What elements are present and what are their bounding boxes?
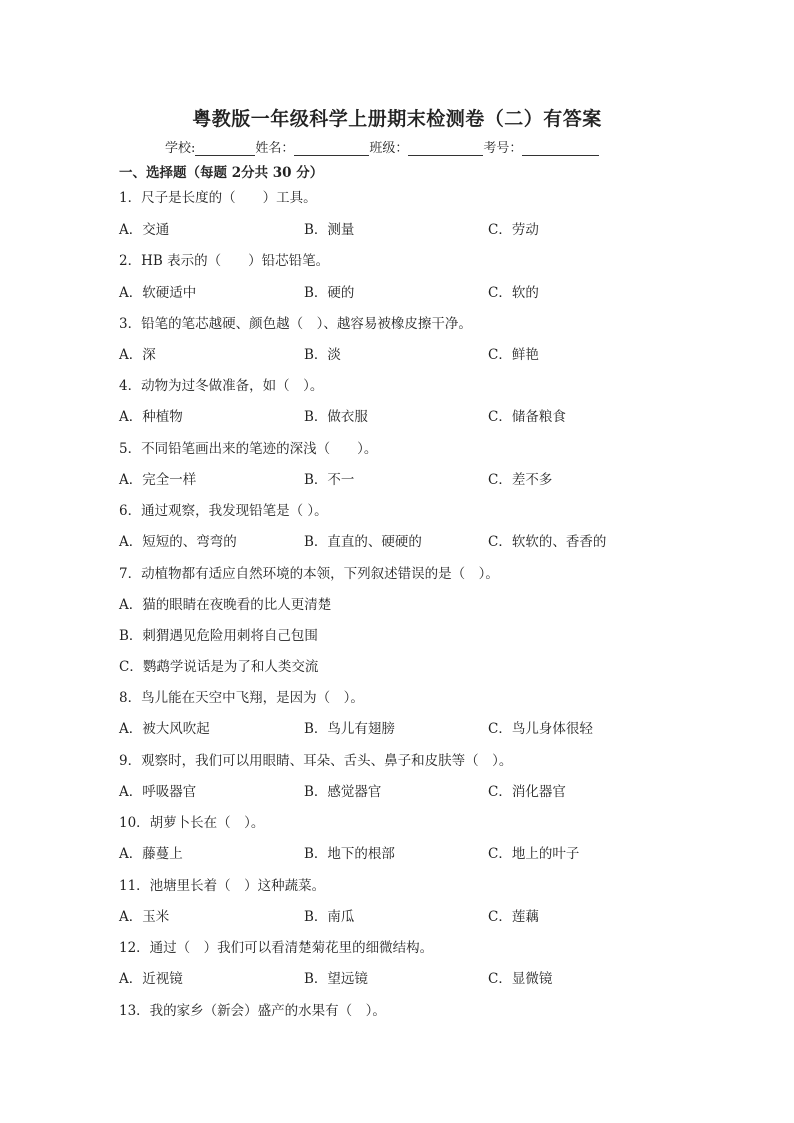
option-2c[interactable]: C．软的 xyxy=(488,285,539,301)
option-9a[interactable]: A．呼吸器官 xyxy=(119,784,197,800)
option-1c[interactable]: C．劳动 xyxy=(488,222,539,238)
option-12c[interactable]: C．显微镜 xyxy=(488,971,553,987)
option-9b[interactable]: B．感觉器官 xyxy=(304,784,382,800)
option-12a[interactable]: A．近视镜 xyxy=(119,971,183,987)
option-7b[interactable]: B．刺猬遇见危险用刺将自己包围 xyxy=(119,628,318,644)
option-5b[interactable]: B．不一 xyxy=(304,472,355,488)
school-label: 学校: xyxy=(165,141,196,156)
option-11a[interactable]: A．玉米 xyxy=(119,909,170,925)
name-blank[interactable] xyxy=(294,141,369,156)
option-11b[interactable]: B．南瓜 xyxy=(304,909,355,925)
option-7a[interactable]: A．猫的眼睛在夜晚看的比人更清楚 xyxy=(119,597,332,613)
question-4: 4．动物为过冬做准备，如（ ）。 xyxy=(119,378,324,394)
option-6b[interactable]: B．直直的、硬硬的 xyxy=(304,534,422,550)
number-label: 考号： xyxy=(483,141,523,156)
option-7c[interactable]: C．鹦鹉学说话是为了和人类交流 xyxy=(119,659,319,675)
option-6a[interactable]: A．短短的、弯弯的 xyxy=(119,534,237,550)
option-8b[interactable]: B．鸟儿有翅膀 xyxy=(304,721,395,737)
option-12b[interactable]: B．望远镜 xyxy=(304,971,368,987)
option-6c[interactable]: C．软软的、香香的 xyxy=(488,534,607,550)
option-4a[interactable]: A．种植物 xyxy=(119,409,183,425)
question-1: 1．尺子是长度的（ ）工具。 xyxy=(119,190,317,206)
option-10a[interactable]: A．藤蔓上 xyxy=(119,846,183,862)
question-9: 9．观察时，我们可以用眼睛、耳朵、舌头、鼻子和皮肤等（ ）。 xyxy=(119,753,513,769)
option-11c[interactable]: C．莲藕 xyxy=(488,909,539,925)
question-2: 2．HB 表示的（ ）铅芯铅笔。 xyxy=(119,253,330,269)
name-label: 姓名： xyxy=(255,141,295,156)
question-3: 3．铅笔的笔芯越硬、颜色越（ ）、越容易被橡皮擦干净。 xyxy=(119,316,472,332)
option-9c[interactable]: C．消化器官 xyxy=(488,784,566,800)
option-2b[interactable]: B．硬的 xyxy=(304,285,355,301)
option-8c[interactable]: C．鸟儿身体很轻 xyxy=(488,721,593,737)
option-10b[interactable]: B．地下的根部 xyxy=(304,846,395,862)
question-11: 11．池塘里长着（ ）这种蔬菜。 xyxy=(119,878,326,894)
school-blank[interactable] xyxy=(195,141,255,156)
option-3c[interactable]: C．鲜艳 xyxy=(488,347,539,363)
class-label: 班级： xyxy=(369,141,409,156)
section-heading: 一、选择题（每题 2分共 30 分） xyxy=(119,165,324,181)
question-10: 10．胡萝卜长在（ ）。 xyxy=(119,815,265,831)
option-8a[interactable]: A．被大风吹起 xyxy=(119,721,210,737)
option-5a[interactable]: A．完全一样 xyxy=(119,472,197,488)
option-3b[interactable]: B．淡 xyxy=(304,347,341,363)
option-5c[interactable]: C．差不多 xyxy=(488,472,553,488)
option-1a[interactable]: A．交通 xyxy=(119,222,170,238)
question-5: 5．不同铅笔画出来的笔迹的深浅（ ）。 xyxy=(119,441,378,457)
option-4b[interactable]: B．做衣服 xyxy=(304,409,368,425)
question-8: 8．鸟儿能在天空中飞翔，是因为（ ）。 xyxy=(119,690,364,706)
student-info-line xyxy=(165,137,599,156)
class-blank[interactable] xyxy=(408,141,483,156)
question-12: 12．通过（ ）我们可以看清楚菊花里的细微结构。 xyxy=(119,940,434,956)
question-13: 13．我的家乡（新会）盛产的水果有（ ）。 xyxy=(119,1003,386,1019)
option-10c[interactable]: C．地上的叶子 xyxy=(488,846,580,862)
question-6: 6．通过观察，我发现铅笔是（ ）。 xyxy=(119,503,328,519)
option-3a[interactable]: A．深 xyxy=(119,347,156,363)
exam-title: 粤教版一年级科学上册期末检测卷（二）有答案 xyxy=(192,108,602,130)
option-4c[interactable]: C．储备粮食 xyxy=(488,409,566,425)
question-7: 7．动植物都有适应自然环境的本领，下列叙述错误的是（ ）。 xyxy=(119,566,499,582)
option-1b[interactable]: B．测量 xyxy=(304,222,355,238)
option-2a[interactable]: A．软硬适中 xyxy=(119,285,197,301)
number-blank[interactable] xyxy=(522,141,599,156)
